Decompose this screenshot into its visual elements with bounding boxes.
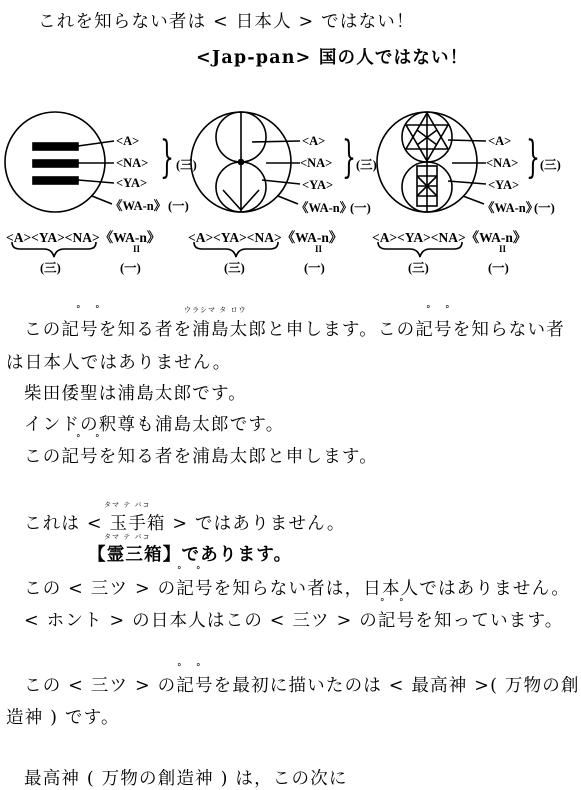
s1-label-ya: <YA> — [116, 176, 148, 190]
emphasis-dot-1: ° — [76, 305, 81, 315]
emphasis-dot-4: ° — [445, 305, 450, 315]
s3-label-ya: <YA> — [488, 178, 520, 192]
s3-equals: II — [499, 244, 507, 254]
heading-line-1: これを知らない者は < 日本人 > ではない！ — [38, 12, 415, 32]
s3-label-one: (一) — [534, 201, 555, 215]
s2-bottom-one: (一) — [304, 261, 325, 275]
s2-bottom-three: (三) — [224, 261, 245, 275]
s2-label-three: (三) — [356, 158, 377, 172]
s2-label-one: (一) — [350, 201, 371, 215]
paragraph-1a: この記号を知る者を浦島太郎と申します。この記号を知らない者 — [24, 320, 565, 340]
paragraph-5: これは < 玉手箱 > ではありません。 — [24, 514, 346, 534]
s2-brace: } — [342, 132, 356, 183]
s2-label-wan: 《WA-n》 — [296, 201, 353, 215]
paragraph-1b: は日本人ではありません。 — [6, 353, 232, 373]
s1-bottom-three: (三) — [40, 261, 61, 275]
paragraph-9a: この < 三ツ > の記号を最初に描いたのは < 最高神 >( 万物の創 — [24, 676, 580, 696]
s1-label-one: (一) — [168, 199, 189, 213]
emphasis-dot-10: ° — [399, 598, 404, 608]
symbol-1-bar-ya — [33, 177, 78, 184]
emphasis-dot-5: ° — [76, 434, 81, 444]
paragraph-9b: 造神 ) です。 — [6, 708, 120, 728]
emphasis-dot-7: ° — [177, 566, 182, 576]
s3-label-a: <A> — [488, 134, 512, 148]
s1-label-na: <NA> — [116, 156, 149, 170]
emphasis-dot-9: ° — [380, 598, 385, 608]
emphasis-dot-8: ° — [196, 566, 201, 576]
paragraph-6: 【霊三箱】であります。 — [88, 545, 293, 565]
symbol-1-bar-na — [33, 160, 78, 167]
paragraph-3: インドの釈尊も浦島太郎です。 — [24, 415, 285, 435]
paragraph-8: < ホント > の日本人はこの < 三ツ > の記号を知っています。 — [24, 611, 564, 631]
s3-label-three: (三) — [540, 158, 561, 172]
emphasis-dot-11: ° — [177, 663, 182, 673]
s2-label-a: <A> — [302, 134, 326, 148]
s1-brace: } — [160, 132, 174, 183]
s1-bottom-one: (一) — [120, 261, 141, 275]
emphasis-dot-2: ° — [95, 305, 100, 315]
s1-label-a: <A> — [116, 134, 140, 148]
s3-label-na: <NA> — [486, 156, 519, 170]
ruby-urashima: ウラシマ タ ロウ — [184, 306, 247, 314]
symbol-1-bar-a — [33, 143, 78, 150]
s3-label-wan: 《WA-n》 — [482, 201, 539, 215]
paragraph-4: この記号を知る者を浦島太郎と申します。 — [24, 447, 378, 467]
paragraph-7: この < 三ツ > の記号を知らない者は，日本人ではありません。 — [24, 579, 571, 599]
s1-label-three: (三) — [176, 158, 197, 172]
s1-equals: II — [133, 244, 141, 254]
emphasis-dot-12: ° — [196, 663, 201, 673]
heading-line-2: <Jap-pan> 国の人ではない！ — [196, 48, 469, 68]
s2-equals: II — [315, 244, 323, 254]
s1-label-wan: 《WA-n》 — [110, 199, 167, 213]
paragraph-2: 柴田倭聖は浦島太郎です。 — [24, 384, 247, 404]
s3-brace: } — [526, 132, 540, 183]
s2-label-ya: <YA> — [302, 178, 334, 192]
s3-bottom-sequence: <A><YA><NA>《WA-n》 — [372, 230, 527, 245]
ruby-reisanbako: タマ テ バコ — [104, 533, 151, 541]
paragraph-10: 最高神 ( 万物の創造神 ) は，この次に — [24, 769, 348, 789]
emphasis-dot-6: ° — [95, 434, 100, 444]
s1-bottom-sequence: <A><YA><NA>《WA-n》 — [6, 230, 161, 245]
emphasis-dot-3: ° — [426, 305, 431, 315]
s3-bottom-one: (一) — [488, 261, 509, 275]
ruby-tamatebako: タマ テ バコ — [104, 501, 151, 509]
s3-bottom-three: (三) — [408, 261, 429, 275]
s2-label-na: <NA> — [300, 156, 333, 170]
s2-bottom-sequence: <A><YA><NA>《WA-n》 — [188, 230, 343, 245]
